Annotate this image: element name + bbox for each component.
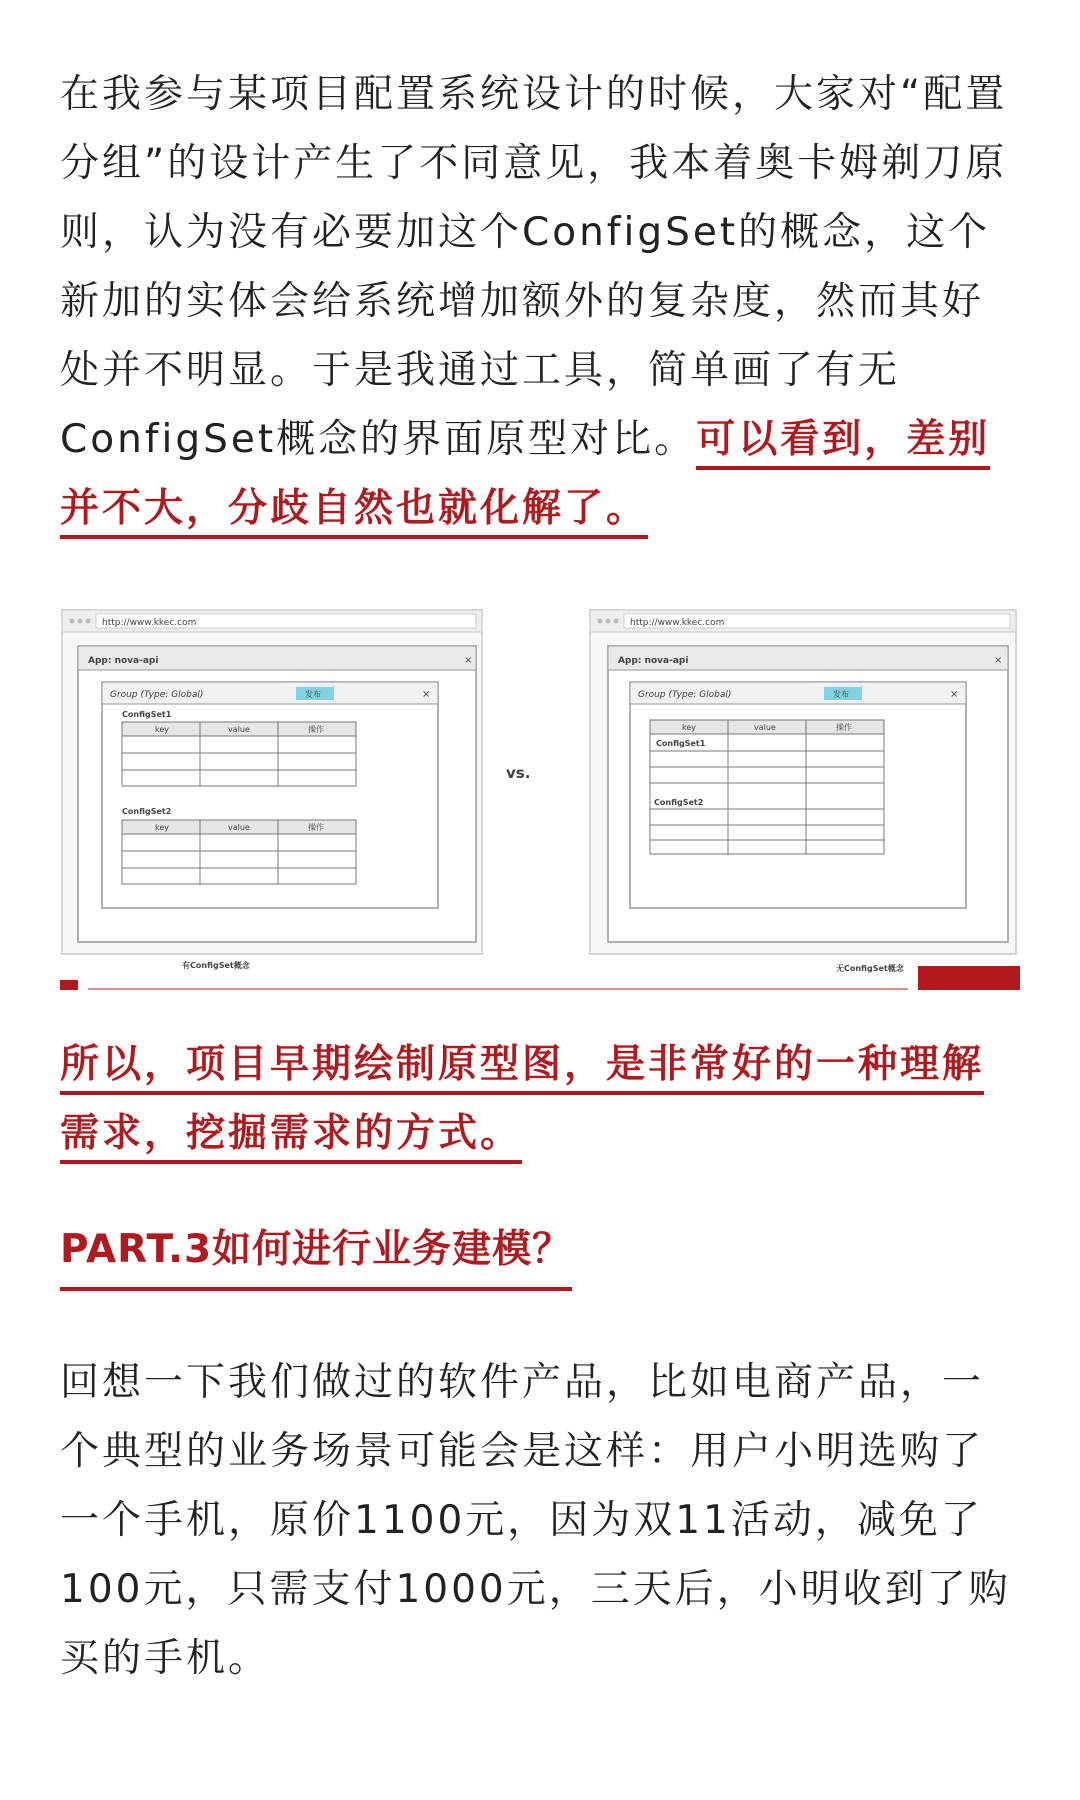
paragraph-business-scenario: 回想一下我们做过的软件产品，比如电商产品，一个典型的业务场景可能会是这样：用户小明选购了一个手机，原价1100元，因为双11活动，减免了100元，只需支付1000元，三天后，小明收到了购买的手机。 xyxy=(60,1360,1011,1681)
publish-button[interactable]: 发布 xyxy=(305,690,321,699)
accent-bar-right xyxy=(918,966,1020,990)
prototype-comparison-figure xyxy=(60,600,1020,993)
column-key: key xyxy=(155,823,170,832)
paragraph-prototype-conclusion xyxy=(60,1030,1020,1168)
column-operation: 操作 xyxy=(836,723,852,732)
close-icon[interactable]: × xyxy=(464,655,473,666)
group-label: Group (Type: Global) xyxy=(638,690,732,700)
paragraph-configset xyxy=(60,60,1020,543)
column-value: value xyxy=(228,725,250,734)
configset1-label: ConfigSet1 xyxy=(122,710,172,719)
section-heading: PART.3如何进行业务建模？ xyxy=(60,1225,572,1291)
caption-without-configset: 无ConfigSet概念 xyxy=(836,964,904,973)
configset1-label: ConfigSet1 xyxy=(656,739,706,748)
caption-with-configset: 有ConfigSet概念 xyxy=(182,961,250,970)
publish-button[interactable]: 发布 xyxy=(833,690,849,699)
accent-bar-left xyxy=(60,980,78,990)
column-key: key xyxy=(682,723,697,732)
close-icon[interactable]: × xyxy=(422,689,431,700)
vs-label: vs. xyxy=(506,764,531,782)
group-label: Group (Type: Global) xyxy=(110,690,204,700)
app-title: App: nova-api xyxy=(88,656,159,666)
column-key: key xyxy=(155,725,170,734)
close-icon[interactable]: × xyxy=(994,655,1003,666)
mockup-with-configset xyxy=(62,610,482,970)
url-text: http://www.kkec.com xyxy=(630,618,725,628)
close-icon[interactable]: × xyxy=(950,689,959,700)
column-value: value xyxy=(228,823,250,832)
configset2-label: ConfigSet2 xyxy=(654,798,704,807)
mockup-without-configset xyxy=(590,610,1016,973)
highlight-prototype: 所以，项目早期绘制原型图，是非常好的一种理解需求，挖掘需求的方式。 xyxy=(60,1042,984,1164)
app-title: App: nova-api xyxy=(618,656,689,666)
highlight-conclusion: 可以看到，差别并不大，分歧自然也就化解了。 xyxy=(60,417,990,539)
column-operation: 操作 xyxy=(308,823,324,832)
column-value: value xyxy=(754,723,776,732)
paragraph-text: 在我参与某项目配置系统设计的时候，大家对“配置分组”的设计产生了不同意见，我本着奥卡姆剃刀原则，认为没有必要加这个ConfigSet的概念，这个新加的实体会给系统增加额外的复杂度，然而其好处并不明显。于是我通过工具，简单画了有无ConfigSet概念的界面原型对比。 xyxy=(60,72,1008,462)
configset2-label: ConfigSet2 xyxy=(122,807,172,816)
url-text: http://www.kkec.com xyxy=(102,618,197,628)
column-operation: 操作 xyxy=(308,725,324,734)
